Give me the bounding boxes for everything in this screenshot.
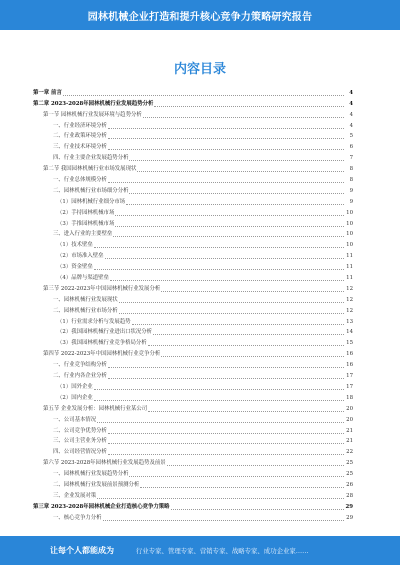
toc-entry-text: （4）品牌与渠道壁垒 bbox=[57, 275, 109, 282]
toc-entry[interactable] bbox=[33, 195, 353, 206]
footer-bar bbox=[0, 536, 400, 565]
toc-leader-dots bbox=[94, 247, 344, 248]
toc-entry[interactable] bbox=[33, 445, 353, 456]
toc-entry[interactable] bbox=[33, 413, 353, 424]
toc-entry-text: （2）手持园林机械市场 bbox=[57, 209, 115, 216]
toc-page-number: 20 bbox=[346, 416, 353, 423]
toc-entry-text: 三、进入行业的主要壁垒 bbox=[53, 231, 113, 238]
toc-entry-text: 三、企业发展对策 bbox=[53, 492, 97, 499]
toc-page-number: 25 bbox=[346, 460, 353, 467]
toc-page-number: 13 bbox=[346, 318, 353, 325]
toc-entry[interactable] bbox=[33, 108, 353, 119]
toc-leader-dots bbox=[110, 280, 344, 281]
toc-leader-dots bbox=[94, 269, 344, 270]
toc-page-number: 11 bbox=[346, 275, 353, 282]
toc-entry-text: 第四节 2022-2023年中国园林机械行业竞争分析 bbox=[43, 351, 161, 358]
toc-entry[interactable] bbox=[33, 380, 353, 391]
toc-entry[interactable] bbox=[33, 151, 353, 162]
toc-page-number: 25 bbox=[346, 471, 353, 478]
toc-entry[interactable] bbox=[33, 140, 353, 151]
toc-page-number: 12 bbox=[346, 296, 353, 303]
toc-page-number: 17 bbox=[346, 383, 353, 390]
toc-leader-dots bbox=[108, 433, 344, 434]
toc-entry-text: （3）资金壁垒 bbox=[57, 264, 93, 271]
toc-entry-text: （2）市场准入壁垒 bbox=[57, 253, 104, 260]
toc-page-number: 21 bbox=[346, 427, 353, 434]
toc-entry-text: 一、公司基本情况 bbox=[53, 416, 97, 423]
toc-page-number: 6 bbox=[349, 144, 353, 151]
toc-entry[interactable] bbox=[33, 282, 353, 293]
toc-leader-dots bbox=[113, 236, 344, 237]
toc-entry-text: 一、园林机械行业发展趋势分析 bbox=[53, 471, 129, 478]
toc-heading: 内容目录 bbox=[173, 62, 226, 77]
toc-entry-text: 第三章 2023-2028年园林机械企业打造核心竞争力策略 bbox=[33, 503, 170, 510]
toc-entry-text: 三、公司主营业务分析 bbox=[53, 438, 107, 445]
toc-entry[interactable] bbox=[33, 293, 353, 304]
toc-entry-text: 四、公司经营情况分析 bbox=[53, 449, 107, 456]
toc-leader-dots bbox=[148, 411, 344, 412]
toc-entry[interactable] bbox=[33, 424, 353, 435]
toc-leader-dots bbox=[119, 313, 344, 314]
toc-leader-dots bbox=[108, 128, 344, 129]
toc-entry[interactable] bbox=[33, 369, 353, 380]
toc-entry-text: 二、行业内各企业分析 bbox=[53, 373, 107, 380]
toc-leader-dots bbox=[108, 454, 344, 455]
toc-entry-text: 一、核心竞争力分析 bbox=[53, 514, 102, 521]
toc-leader-dots bbox=[137, 171, 344, 172]
toc-entry[interactable] bbox=[33, 467, 353, 478]
toc-page-number: 17 bbox=[346, 373, 353, 380]
toc-entry[interactable] bbox=[33, 456, 353, 467]
toc-leader-dots bbox=[97, 422, 344, 423]
toc-entry[interactable] bbox=[33, 184, 353, 195]
toc-entry-text: （2）我国园林机械行业进出口状况分析 bbox=[57, 329, 153, 336]
toc-leader-dots bbox=[94, 400, 344, 401]
toc-entry-text: （1）行业需求分析与发展趋势 bbox=[57, 318, 131, 325]
toc-page-number: 11 bbox=[346, 253, 353, 260]
toc-leader-dots bbox=[148, 345, 344, 346]
toc-entry[interactable] bbox=[33, 336, 353, 347]
toc-page-number: 22 bbox=[346, 449, 353, 456]
toc-entry[interactable] bbox=[33, 238, 353, 249]
toc-entry-text: 二、园林机械行业发展前景预测分析 bbox=[53, 481, 140, 488]
toc-entry[interactable] bbox=[33, 130, 353, 141]
toc-leader-dots bbox=[115, 226, 344, 227]
toc-leader-dots bbox=[140, 487, 344, 488]
toc-chapter-entry[interactable] bbox=[33, 97, 353, 108]
toc-page-number: 8 bbox=[349, 166, 353, 173]
toc-entry[interactable] bbox=[33, 402, 353, 413]
toc-leader-dots bbox=[143, 117, 344, 118]
toc-page-number: 21 bbox=[346, 438, 353, 445]
toc-entry[interactable] bbox=[33, 260, 353, 271]
toc-page-number: 16 bbox=[346, 362, 353, 369]
toc-page-number: 4 bbox=[349, 100, 353, 107]
toc-entry[interactable] bbox=[33, 347, 353, 358]
toc-entry[interactable] bbox=[33, 162, 353, 173]
toc-entry-text: 四、行业主要企业发展趋势分析 bbox=[53, 155, 129, 162]
toc-page-number: 5 bbox=[349, 133, 353, 140]
toc-leader-dots bbox=[63, 95, 344, 96]
toc-page-number: 8 bbox=[349, 177, 353, 184]
toc-chapter-entry[interactable] bbox=[33, 86, 353, 97]
toc-leader-dots bbox=[108, 182, 344, 183]
toc-leader-dots bbox=[126, 204, 344, 205]
toc-entry[interactable] bbox=[33, 315, 353, 326]
toc-entry-text: 第二节 我国园林机械行业市场发展现状 bbox=[43, 166, 137, 173]
toc-page-number: 10 bbox=[346, 242, 353, 249]
toc-entry[interactable] bbox=[33, 391, 353, 402]
footer-tagline: 行业专家、管理专家、营销专家、战略专家、成功企业家…… bbox=[136, 547, 309, 555]
toc-leader-dots bbox=[108, 149, 344, 150]
toc-page-number: 4 bbox=[349, 122, 353, 129]
toc-page-number: 20 bbox=[346, 405, 353, 412]
report-title: 园林机械企业打造和提升核心竞争力策略研究报告 bbox=[87, 11, 313, 23]
toc-entry[interactable] bbox=[33, 358, 353, 369]
toc-leader-dots bbox=[103, 520, 344, 521]
toc-entry[interactable] bbox=[33, 206, 353, 217]
toc-entry[interactable] bbox=[33, 271, 353, 282]
toc-page-number: 12 bbox=[346, 307, 353, 314]
toc-entry-text: 二、公司竞争优势分析 bbox=[53, 427, 107, 434]
toc-chapter-entry[interactable] bbox=[33, 500, 353, 511]
toc-entry[interactable] bbox=[33, 249, 353, 260]
toc-entry-text: 一、园林机械行业发展现状 bbox=[53, 296, 118, 303]
toc-page-number: 16 bbox=[346, 351, 353, 358]
toc-page-number: 14 bbox=[346, 329, 353, 336]
toc-leader-dots bbox=[153, 334, 344, 335]
toc-entry[interactable] bbox=[33, 119, 353, 130]
toc-leader-dots bbox=[167, 465, 344, 466]
toc-leader-dots bbox=[97, 498, 344, 499]
toc-entry-text: （3）手推园林机械市场 bbox=[57, 220, 115, 227]
toc-entry[interactable] bbox=[33, 435, 353, 446]
toc-entry[interactable] bbox=[33, 304, 353, 315]
toc-entry-text: 一、行业经济环境分析 bbox=[53, 122, 107, 129]
toc-page-number: 9 bbox=[349, 198, 353, 205]
toc-page-number: 15 bbox=[346, 340, 353, 347]
toc-page-number: 10 bbox=[346, 231, 353, 238]
toc-entry-text: 第一节 园林机械行业发展环境与趋势分析 bbox=[43, 111, 142, 118]
toc-entry-text: 一、行业总体规模分析 bbox=[53, 177, 107, 184]
toc-page-number: 12 bbox=[346, 285, 353, 292]
toc-leader-dots bbox=[108, 367, 344, 368]
toc-entry-text: 一、行业竞争结构分析 bbox=[53, 362, 107, 369]
toc-entry-text: 第六节 2023-2028年园林机械行业发展趋势及前景 bbox=[43, 460, 166, 467]
toc-entry[interactable] bbox=[33, 217, 353, 228]
toc-page-number: 10 bbox=[346, 220, 353, 227]
toc-page-number: 4 bbox=[349, 111, 353, 118]
toc-entry[interactable] bbox=[33, 173, 353, 184]
toc-page-number: 28 bbox=[346, 492, 353, 499]
toc-entry[interactable] bbox=[33, 478, 353, 489]
toc-leader-dots bbox=[171, 509, 344, 510]
toc-leader-dots bbox=[129, 476, 344, 477]
report-header-bar bbox=[0, 0, 400, 30]
toc-entry[interactable] bbox=[33, 326, 353, 337]
toc-leader-dots bbox=[94, 389, 344, 390]
toc-entry-text: 第二章 2023-2028年园林机械行业发展趋势分析 bbox=[33, 100, 154, 107]
toc-page-number: 9 bbox=[349, 187, 353, 194]
toc-page-number: 29 bbox=[345, 503, 353, 510]
toc-entry-text: 二、园林机械行业市场分析 bbox=[53, 307, 118, 314]
toc-entry[interactable] bbox=[33, 228, 353, 239]
toc-entry[interactable] bbox=[33, 489, 353, 500]
toc-leader-dots bbox=[115, 215, 344, 216]
toc-page-number: 26 bbox=[346, 481, 353, 488]
toc-page-number: 29 bbox=[346, 514, 353, 521]
toc-entry-text: （3）我国园林机械行业竞争格局分析 bbox=[57, 340, 147, 347]
toc-leader-dots bbox=[129, 193, 344, 194]
toc-leader-dots bbox=[132, 324, 344, 325]
toc-entry-text: 三、行业技术环境分析 bbox=[53, 144, 107, 151]
toc-leader-dots bbox=[119, 302, 344, 303]
toc-leader-dots bbox=[161, 356, 344, 357]
toc-leader-dots bbox=[129, 160, 344, 161]
toc-entry-text: （1）国外企业 bbox=[57, 383, 93, 390]
toc-entry-text: 第一章 前言 bbox=[33, 89, 62, 96]
toc-entry-text: 第三节 2022-2023年中国园林机械行业发展分析 bbox=[43, 285, 161, 292]
toc-entry[interactable] bbox=[33, 511, 353, 522]
toc-entry-text: （1）技术壁垒 bbox=[57, 242, 93, 249]
toc-entry-text: 二、园林机械行业市场细分分析 bbox=[53, 187, 129, 194]
toc-leader-dots bbox=[108, 138, 344, 139]
table-of-contents bbox=[33, 86, 353, 522]
toc-leader-dots bbox=[161, 291, 344, 292]
toc-entry-text: 第五节 企业发展分析：园林机械行业某公司 bbox=[43, 405, 148, 412]
toc-page-number: 10 bbox=[346, 209, 353, 216]
toc-entry-text: （1）园林机械行业细分市场 bbox=[57, 198, 126, 205]
toc-leader-dots bbox=[108, 443, 344, 444]
toc-leader-dots bbox=[105, 258, 344, 259]
toc-leader-dots bbox=[154, 106, 344, 107]
toc-entry-text: 二、行业政策环境分析 bbox=[53, 133, 107, 140]
toc-page-number: 11 bbox=[346, 264, 353, 271]
toc-leader-dots bbox=[108, 378, 344, 379]
toc-page-number: 4 bbox=[349, 89, 353, 96]
toc-page-number: 7 bbox=[349, 155, 353, 162]
toc-page-number: 18 bbox=[346, 394, 353, 401]
toc-entry-text: （2）国内企业 bbox=[57, 394, 93, 401]
footer-slogan: 让每个人都能成为 bbox=[50, 546, 114, 555]
